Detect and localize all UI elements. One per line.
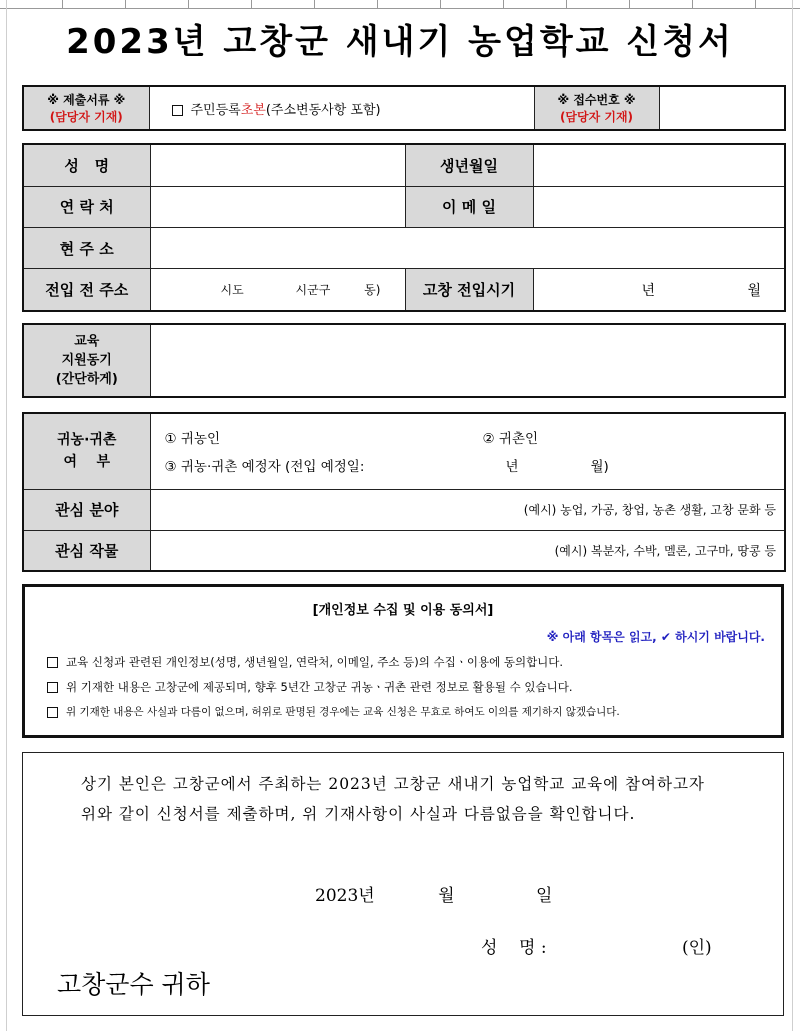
move-in-field[interactable]	[533, 269, 785, 311]
motivation-label-3: (간단하게)	[55, 372, 118, 387]
name-field[interactable]	[150, 144, 405, 186]
date-year: 2023년	[315, 886, 375, 906]
contact-field[interactable]	[150, 186, 405, 227]
receipt-number-field[interactable]	[659, 86, 785, 130]
planned-return-year: 년	[505, 459, 519, 476]
interest-crop-input[interactable]: (예시) 복분자, 수박, 멜론, 고구마, 땅콩 등	[150, 530, 785, 571]
return-farm-options	[150, 413, 785, 489]
interest-crop-label: 관심 작물	[23, 530, 150, 571]
docs-label: ※ 제출서류 ※	[47, 93, 126, 107]
consent-item	[47, 654, 781, 670]
address-label: 현 주 소	[23, 227, 150, 268]
prev-address-field[interactable]	[150, 269, 405, 311]
email-label: 이 메 일	[405, 186, 533, 227]
docs-table	[22, 85, 786, 131]
prev-address-sigungu: 시군구	[295, 283, 331, 298]
return-farm-table	[22, 412, 786, 572]
birth-label: 생년월일	[405, 144, 533, 186]
consent-box	[22, 584, 784, 738]
declaration-box	[22, 752, 784, 1016]
prev-address-sido: 시도	[220, 283, 244, 298]
signature-line	[481, 933, 712, 958]
docs-checkbox-cell[interactable]	[149, 86, 534, 130]
declaration-date	[315, 881, 552, 906]
date-day: 일	[535, 886, 553, 906]
motivation-label-1: 교육	[74, 334, 100, 349]
page-margin-guide	[6, 0, 7, 1031]
interest-field-input[interactable]: (예시) 농업, 가공, 창업, 농촌 생활, 고창 문화 등	[150, 489, 785, 530]
motivation-table	[22, 323, 786, 398]
docs-label-cell	[23, 86, 149, 130]
docs-item-prefix: 주민등록	[190, 102, 241, 118]
receipt-label: ※ 접수번호 ※	[557, 93, 636, 107]
consent-checkbox[interactable]	[47, 657, 58, 668]
name-label: 성 명	[23, 144, 150, 186]
consent-checkbox[interactable]	[47, 707, 58, 718]
sign-label: 성 명 :	[481, 938, 547, 958]
motivation-field[interactable]	[150, 324, 785, 397]
consent-checkbox[interactable]	[47, 682, 58, 693]
seal-mark: (인)	[682, 938, 712, 958]
page-title: 2023년 고창군 새내기 농업학교 신청서	[66, 22, 734, 62]
move-in-month: 월	[747, 282, 762, 299]
option-returnee-rural[interactable]: ② 귀촌인	[482, 431, 539, 448]
move-in-year: 년	[641, 282, 656, 299]
option-returnee-farmer[interactable]: ① 귀농인	[164, 431, 221, 448]
docs-label-note: (담당자 기재)	[49, 110, 123, 124]
email-field[interactable]	[533, 186, 785, 227]
prev-address-dong: 동)	[364, 283, 381, 298]
option-planned-return[interactable]: ③ 귀농·귀촌 예정자 (전입 예정일:	[164, 459, 365, 476]
return-farm-label-1: 귀농·귀촌	[57, 432, 117, 449]
contact-label: 연 락 처	[23, 186, 150, 227]
interest-field-label: 관심 분야	[23, 489, 150, 530]
declaration-text: 상기 본인은 고창군에서 주최하는 2023년 고창군 새내기 농업학교 교육에 참여하고자 위와 같이 신청서를 제출하며, 위 기재사항이 사실과 다름없음을 확인합니다.	[81, 775, 705, 823]
consent-item-text: 위 기재한 내용은 사실과 다름이 없으며, 허위로 판명된 경우에는 교육 신청은 무효로 하여도 이의를 제기하지 않겠습니다.	[66, 706, 620, 718]
motivation-label-2: 지원동기	[61, 353, 112, 368]
return-farm-label-cell	[23, 413, 150, 489]
planned-return-month: 월)	[590, 459, 609, 476]
docs-checkbox[interactable]	[172, 105, 183, 116]
addressee: 고창군수 귀하	[57, 970, 210, 999]
prev-address-label: 전입 전 주소	[23, 269, 150, 311]
birth-field[interactable]	[533, 144, 785, 186]
consent-item-text: 교육 신청과 관련된 개인정보(성명, 생년월일, 연락처, 이메일, 주소 등)의 수집ㆍ이용에 동의합니다.	[66, 655, 564, 669]
receipt-label-note: (담당자 기재)	[559, 110, 634, 124]
consent-item-text: 위 기재한 내용은 고창군에 제공되며, 향후 5년간 고창군 귀농ㆍ귀촌 관련 정보로 활용될 수 있습니다.	[66, 680, 573, 694]
consent-item	[47, 679, 781, 695]
move-in-label: 고창 전입시기	[405, 269, 533, 311]
personal-info-table	[22, 143, 786, 312]
docs-item-suffix: (주소변동사항 포함)	[265, 102, 381, 118]
docs-item-highlight: 초본	[240, 102, 266, 118]
consent-note: ※ 아래 항목은 읽고, ✔ 하시기 바랍니다.	[546, 630, 765, 644]
address-field[interactable]	[150, 227, 785, 268]
date-month: 월	[438, 886, 455, 906]
page-margin-guide	[792, 0, 793, 1031]
receipt-label-cell	[534, 86, 659, 130]
consent-item	[47, 704, 781, 719]
page-ruler	[0, 0, 800, 9]
return-farm-label-2: 여 부	[63, 454, 111, 471]
consent-title: [개인정보 수집 및 이용 동의서]	[312, 603, 494, 618]
motivation-label-cell	[23, 324, 150, 397]
